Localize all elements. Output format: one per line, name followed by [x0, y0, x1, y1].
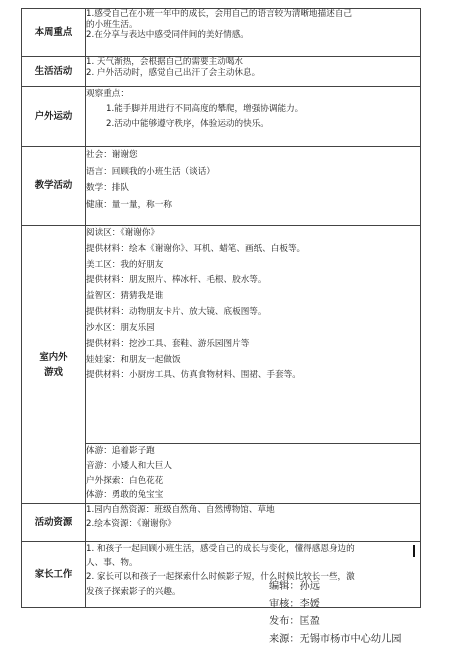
label-parent-work: 家长工作 — [22, 542, 86, 608]
outdoor-line: 2.活动中能够遵守秩序，体验运动的快乐。 — [106, 119, 269, 130]
weekly-plan-table — [21, 8, 421, 608]
indoor-line: 阅读区：《谢谢你》 — [86, 228, 160, 238]
pe-line: 体游：勇敢的兔宝宝 — [86, 490, 164, 501]
indoor-line: 提供材料：朋友照片、棒冰杆、毛根、胶水等。 — [86, 275, 267, 286]
parent-line: 人、事、物。 — [86, 558, 138, 569]
teaching-line: 语言：回顾我的小班生活（谈话） — [86, 166, 215, 177]
outdoor-line: 1.能手脚并用进行不同高度的攀爬，增强协调能力。 — [106, 104, 304, 115]
life-line: 1. 天气渐热，会根据自己的需要主动喝水 — [86, 57, 244, 67]
content-outdoor-sports — [86, 87, 421, 147]
indoor-line: 提供材料：小厨房工具、仿真食物材料、围裙、手套等。 — [86, 370, 301, 381]
content-life-activities — [86, 57, 421, 87]
parent-line: 1. 和孩子一起回顾小班生活，感受自己的成长与变化，懂得感恩身边的 — [86, 544, 355, 555]
indoor-label-line: 室内外 — [39, 351, 68, 363]
focus-line: 2.在分享与表达中感受同伴间的美好情感。 — [86, 30, 249, 41]
label-activity-resources: 活动资源 — [22, 504, 86, 542]
credit-editor: 编辑：孙远 — [269, 581, 320, 592]
label-outdoor-sports: 户外运动 — [22, 87, 86, 147]
indoor-line: 提供材料：动物朋友卡片、放大镜、底板图等。 — [86, 307, 267, 318]
credit-publisher: 发布：匡盈 — [269, 616, 320, 628]
text-cursor — [413, 545, 415, 557]
indoor-line: 美工区：我的好朋友 — [86, 259, 164, 270]
indoor-line: 益智区：猜猜我是谁 — [86, 291, 164, 302]
indoor-line: 娃娃家：和朋友一起做饭 — [86, 354, 181, 365]
resource-line: 2.绘本资源：《谢谢你》 — [86, 518, 176, 529]
parent-line: 2. 家长可以和孩子一起探索什么时候影子短，什么时候比较长一些，激 — [86, 572, 355, 583]
credit-source: 来源：无锡市杨市中心幼儿园 — [269, 633, 402, 645]
row-life-activities — [22, 57, 421, 87]
indoor-line: 提供材料：绘本《谢谢你》、耳机、蜡笔、画纸、白板等。 — [86, 243, 306, 254]
life-line: 2. 户外活动时，感觉自己出汗了会主动休息。 — [86, 67, 261, 78]
label-teaching-activities: 教学活动 — [22, 147, 86, 226]
indoor-label-block — [39, 350, 67, 380]
row-outdoor-sports — [22, 87, 421, 147]
row-activity-resources — [22, 504, 421, 542]
credit-reviewer: 审核：李媛 — [269, 598, 320, 610]
content-indoor-areas — [86, 226, 421, 444]
content-activity-resources — [86, 504, 421, 542]
indoor-label-line: 游戏 — [44, 366, 63, 378]
focus-line: 1.感受自己在小班一年中的成长，会用自己的语言较为清晰地描述自己 — [86, 9, 353, 19]
parent-line: 发孩子探索影子的兴趣。 — [86, 586, 181, 597]
outdoor-line: 观察重点： — [86, 89, 129, 99]
label-life-activities: 生活活动 — [22, 57, 86, 87]
content-teaching-activities — [86, 147, 421, 226]
resource-line: 1.园内自然资源：班级自然角、自然博物馆、草地 — [86, 505, 275, 516]
label-weekly-focus: 本周重点 — [22, 9, 86, 57]
teaching-line: 健康：量一量，称一称 — [86, 199, 172, 210]
teaching-line: 数学：排队 — [86, 183, 129, 193]
row-weekly-focus — [22, 9, 421, 57]
row-indoor-outdoor-games — [22, 226, 421, 444]
pe-line: 音游：小矮人和大巨人 — [86, 460, 172, 471]
teaching-line: 社会：谢谢您 — [86, 150, 138, 160]
content-weekly-focus — [86, 9, 421, 57]
pe-line: 户外探索：白色花花 — [86, 475, 164, 486]
indoor-line: 沙水区：朋友乐园 — [86, 322, 155, 333]
credits-block — [269, 578, 401, 648]
content-games-pe — [86, 444, 421, 504]
row-teaching-activities — [22, 147, 421, 226]
pe-line: 体游：追着影子跑 — [86, 446, 155, 456]
label-indoor-outdoor-games — [22, 226, 86, 504]
focus-line: 的小班生活。 — [86, 19, 138, 30]
indoor-line: 提供材料：挖沙工具、套鞋、游乐园图片等 — [86, 338, 250, 349]
